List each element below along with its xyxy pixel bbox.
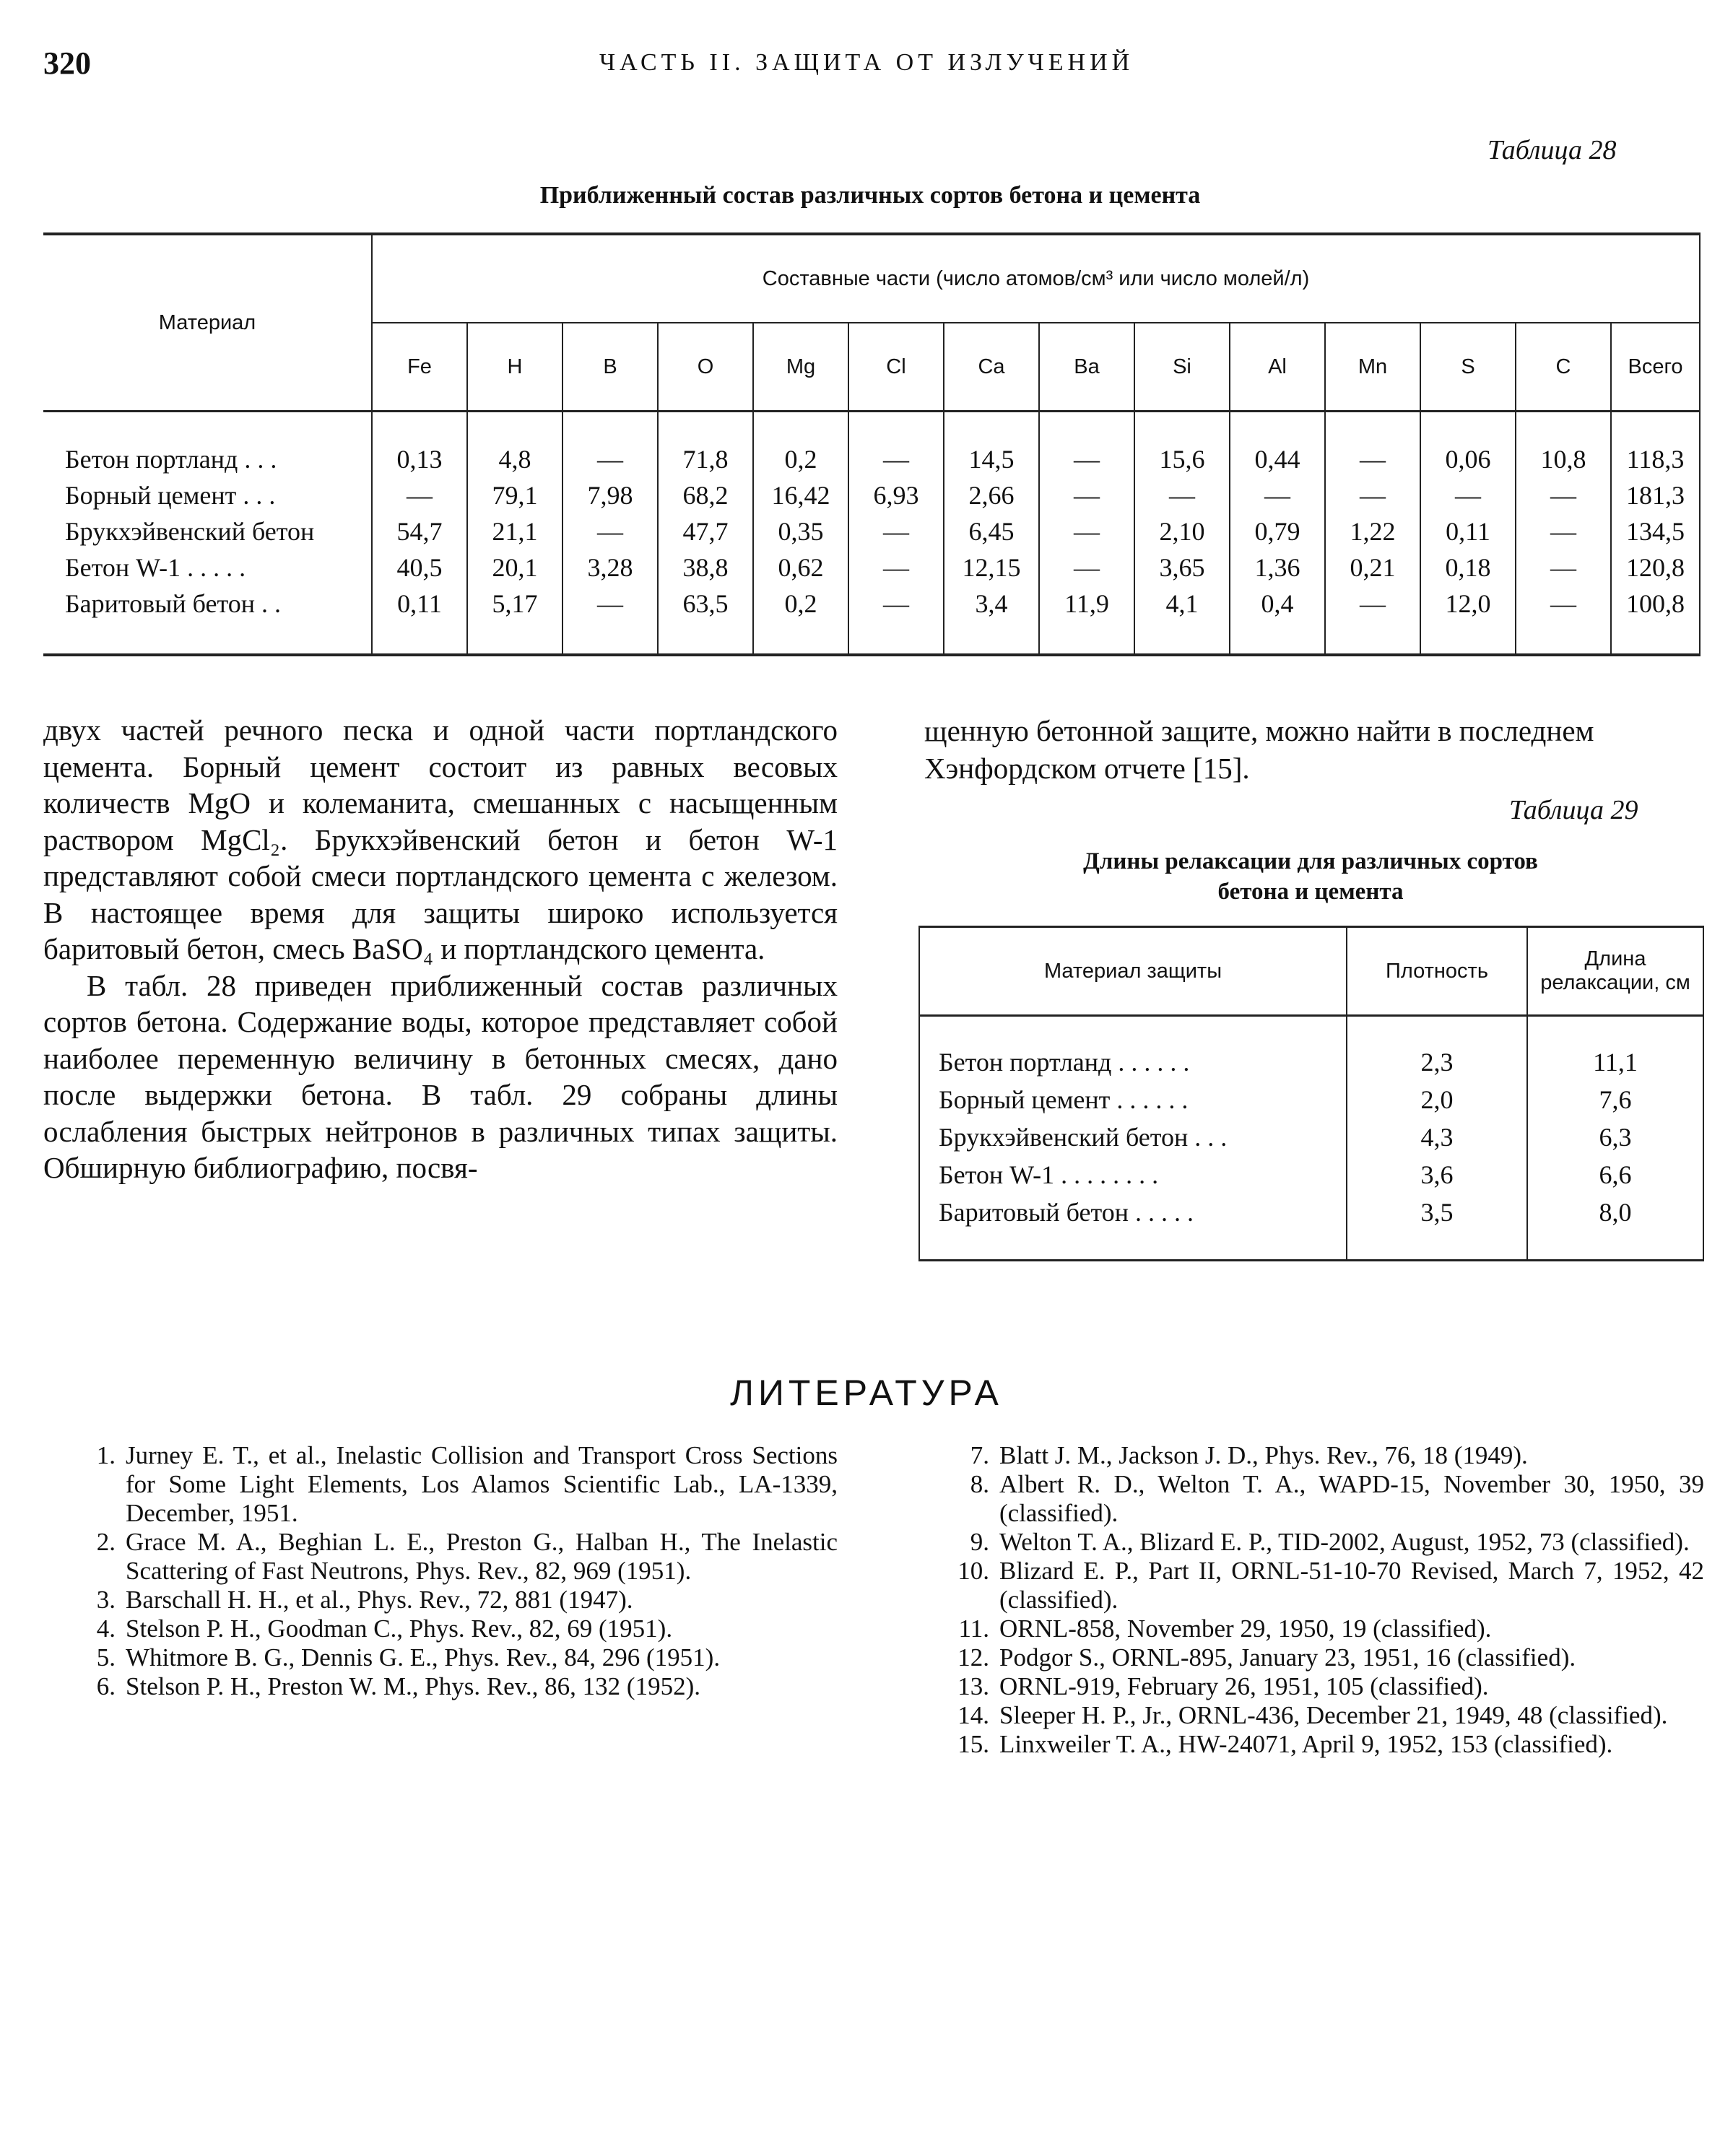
reference-number: 7. bbox=[970, 1441, 989, 1469]
reference-item bbox=[939, 1470, 1704, 1528]
table-29-length-cell: 11,1 bbox=[1527, 1016, 1703, 1082]
literature-title: ЛИТЕРАТУРА bbox=[730, 1373, 1003, 1413]
table-28-value-cell: — bbox=[848, 549, 944, 586]
reference-text: Podgor S., ORNL-895, January 23, 1951, 16 (classified). bbox=[999, 1643, 1576, 1672]
reference-item bbox=[939, 1528, 1704, 1557]
table-29 bbox=[918, 926, 1704, 1261]
reference-text: Albert R. D., Welton T. A., WAPD-15, November 30, 1950, 39 (classified). bbox=[999, 1470, 1704, 1527]
table-row bbox=[43, 549, 1700, 586]
table-28-material-cell: Бетон W-1 . . . . . bbox=[65, 553, 246, 582]
body-text-right: щенную бетонной защите, можно найти в последнем Хэнфордском отчете [15]. bbox=[924, 714, 1594, 785]
table-29-col-length: Длина релаксации, см bbox=[1527, 927, 1703, 1016]
reference-number: 11. bbox=[958, 1614, 989, 1643]
table-29-material-cell: Борный цемент . . . . . . bbox=[919, 1081, 1347, 1118]
table-28-value-cell: 120,8 bbox=[1611, 549, 1700, 586]
table-28-value-cell: — bbox=[848, 513, 944, 549]
table-28-value-cell: 3,28 bbox=[563, 549, 658, 586]
table-28-material-header: Материал bbox=[43, 234, 372, 412]
table-28-value-cell: — bbox=[1039, 412, 1134, 478]
reference-item bbox=[65, 1441, 838, 1528]
reference-number: 13. bbox=[957, 1672, 989, 1700]
table-29-title bbox=[917, 846, 1704, 907]
table-28-value-cell: 54,7 bbox=[372, 513, 467, 549]
table-28-value-cell: — bbox=[1039, 549, 1134, 586]
paragraph: двух частей речного песка и одной части портландского цемента. Борный цемент состоит из равных весовых количеств MgO и колеманита, смешанных с насыщенным раствором MgCl₂. Брукхэйвенский бетон и бетон W-1 представляют собой смеси портландского цемента с железом. В настоящее время для защиты широко используется баритовый бетон, смесь BaSO₄ и портландского цемента. bbox=[43, 713, 838, 965]
table-28-value-cell: — bbox=[848, 412, 944, 478]
table-28-value-cell: 0,2 bbox=[753, 586, 848, 655]
reference-text: Jurney E. T., et al., Inelastic Collision and Transport Cross Sections for Some Light Elements, Los Alamos Scientific Lab., LA-1339, December, 1951. bbox=[126, 1441, 838, 1527]
table-28-column-header: O bbox=[658, 323, 753, 412]
table-29-label: Таблица 29 bbox=[1509, 795, 1638, 825]
table-28-value-cell: 4,8 bbox=[467, 412, 563, 478]
reference-item bbox=[939, 1701, 1704, 1730]
reference-text: Barschall H. H., et al., Phys. Rev., 72, 881 (1947). bbox=[126, 1586, 633, 1614]
reference-item bbox=[65, 1614, 838, 1643]
reference-item bbox=[65, 1672, 838, 1701]
table-29-density-cell: 4,3 bbox=[1347, 1118, 1527, 1156]
reference-item bbox=[65, 1528, 838, 1586]
table-28-value-cell: 2,66 bbox=[944, 477, 1039, 513]
reference-text: Whitmore B. G., Dennis G. E., Phys. Rev., 84, 296 (1951). bbox=[126, 1643, 721, 1672]
table-28-material-cell: Брукхэйвенский бетон bbox=[65, 517, 315, 546]
table-28-value-cell: 0,21 bbox=[1325, 549, 1420, 586]
table-28-value-cell: 1,36 bbox=[1230, 549, 1325, 586]
table-28-value-cell: 40,5 bbox=[372, 549, 467, 586]
table-28-value-cell: 71,8 bbox=[658, 412, 753, 478]
table-28-material-cell: Бетон портланд . . . bbox=[65, 445, 277, 474]
table-row bbox=[919, 1156, 1703, 1194]
table-28-value-cell: — bbox=[1516, 549, 1611, 586]
table-28-value-cell: — bbox=[1325, 412, 1420, 478]
table-row bbox=[43, 586, 1700, 655]
reference-item bbox=[939, 1441, 1704, 1470]
reference-number: 5. bbox=[96, 1643, 116, 1672]
reference-number: 12. bbox=[957, 1643, 989, 1672]
table-28-column-header: Всего bbox=[1611, 323, 1700, 412]
table-28-value-cell: 0,11 bbox=[372, 586, 467, 655]
table-28-value-cell: 2,10 bbox=[1134, 513, 1230, 549]
table-28-value-cell: 10,8 bbox=[1516, 412, 1611, 478]
table-28-value-cell: — bbox=[1516, 477, 1611, 513]
reference-text: ORNL-919, February 26, 1951, 105 (classified). bbox=[999, 1672, 1489, 1700]
table-28-value-cell: 6,93 bbox=[848, 477, 944, 513]
table-29-length-cell: 8,0 bbox=[1527, 1194, 1703, 1261]
reference-text: Stelson P. H., Preston W. M., Phys. Rev., 86, 132 (1952). bbox=[126, 1672, 700, 1700]
table-29-density-cell: 2,3 bbox=[1347, 1016, 1527, 1082]
table-28-group-header: Составные части (число атомов/см³ или число молей/л) bbox=[372, 234, 1700, 323]
table-28-value-cell: 15,6 bbox=[1134, 412, 1230, 478]
table-28-value-cell: 6,45 bbox=[944, 513, 1039, 549]
table-28-value-cell: 0,06 bbox=[1420, 412, 1516, 478]
table-28-value-cell: 21,1 bbox=[467, 513, 563, 549]
table-28-value-cell: — bbox=[1516, 586, 1611, 655]
table-28-value-cell: — bbox=[563, 412, 658, 478]
reference-item bbox=[65, 1643, 838, 1672]
reference-item bbox=[939, 1557, 1704, 1614]
table-28-column-header: Mn bbox=[1325, 323, 1420, 412]
table-29-col-material: Материал защиты bbox=[919, 927, 1347, 1016]
table-28-value-cell: — bbox=[1039, 513, 1134, 549]
table-28-value-cell: — bbox=[1516, 513, 1611, 549]
table-29-col-density: Плотность bbox=[1347, 927, 1527, 1016]
table-28-column-header: S bbox=[1420, 323, 1516, 412]
table-28-column-header: Al bbox=[1230, 323, 1325, 412]
reference-number: 14. bbox=[957, 1701, 989, 1729]
table-row bbox=[43, 412, 1700, 478]
table-28-column-header: H bbox=[467, 323, 563, 412]
table-28-column-header: Ca bbox=[944, 323, 1039, 412]
reference-number: 3. bbox=[96, 1586, 116, 1614]
table-28 bbox=[43, 232, 1701, 656]
reference-number: 10. bbox=[957, 1557, 989, 1585]
table-row bbox=[43, 477, 1700, 513]
page-number: 320 bbox=[43, 45, 91, 81]
reference-text: Linxweiler T. A., HW-24071, April 9, 1952, 153 (classified). bbox=[999, 1730, 1613, 1758]
table-29-length-cell: 6,6 bbox=[1527, 1156, 1703, 1194]
table-28-material-cell: Баритовый бетон . . bbox=[43, 586, 372, 655]
paragraph: В табл. 28 приведен приближенный состав различных сортов бетона. Содержание воды, которое представляет собой наиболее переменную величину в бетонных смесях, дано после выдержки бетона. В табл. 29 собраны длины ослабления быстрых нейтронов в различных типах защиты. Обширную библиографию, посвя- bbox=[43, 968, 838, 1184]
table-28-value-cell: 5,17 bbox=[467, 586, 563, 655]
table-28-value-cell: — bbox=[1134, 477, 1230, 513]
table-28-column-header: C bbox=[1516, 323, 1611, 412]
reference-item bbox=[939, 1643, 1704, 1672]
table-28-value-cell: — bbox=[1325, 586, 1420, 655]
table-28-title: Приближенный состав различных сортов бетона и цемента bbox=[539, 182, 1201, 209]
reference-number: 6. bbox=[96, 1672, 116, 1700]
table-29-material-cell: Бетон портланд . . . . . . bbox=[919, 1016, 1347, 1082]
table-29-material-cell: Брукхэйвенский бетон . . . bbox=[919, 1118, 1347, 1156]
table-28-value-cell: 118,3 bbox=[1611, 412, 1700, 478]
reference-text: Grace M. A., Beghian L. E., Preston G., Halban H., The Inelastic Scattering of Fast Neutrons, Phys. Rev., 82, 969 (1951). bbox=[126, 1528, 838, 1585]
table-28-value-cell: 63,5 bbox=[658, 586, 753, 655]
table-28-column-header: B bbox=[563, 323, 658, 412]
table-28-value-cell: 68,2 bbox=[658, 477, 753, 513]
table-29-density-cell: 2,0 bbox=[1347, 1081, 1527, 1118]
table-28-value-cell: — bbox=[563, 586, 658, 655]
table-28-value-cell: 100,8 bbox=[1611, 586, 1700, 655]
table-28-value-cell: 0,62 bbox=[753, 549, 848, 586]
table-28-column-header: Cl bbox=[848, 323, 944, 412]
table-28-material-cell: Борный цемент . . . bbox=[65, 481, 276, 510]
reference-number: 4. bbox=[96, 1614, 116, 1643]
table-row bbox=[919, 1016, 1703, 1082]
table-28-value-cell: 0,44 bbox=[1230, 412, 1325, 478]
table-28-value-cell: — bbox=[848, 586, 944, 655]
table-29-title-line: бетона и цемента bbox=[1217, 879, 1404, 905]
table-28-value-cell: 0,13 bbox=[372, 412, 467, 478]
references-right-column bbox=[939, 1441, 1704, 1759]
reference-item bbox=[939, 1672, 1704, 1701]
table-28-value-cell: 12,15 bbox=[944, 549, 1039, 586]
table-28-column-header: Mg bbox=[753, 323, 848, 412]
reference-text: Blizard E. P., Part II, ORNL-51-10-70 Revised, March 7, 1952, 42 (classified). bbox=[999, 1557, 1704, 1614]
table-28-label: Таблица 28 bbox=[1487, 135, 1617, 165]
references-left-column bbox=[65, 1441, 838, 1701]
page-header bbox=[43, 45, 1697, 88]
running-head: ЧАСТЬ II. ЗАЩИТА ОТ ИЗЛУЧЕНИЙ bbox=[599, 49, 1134, 76]
reference-item bbox=[65, 1586, 838, 1614]
table-28-value-cell: — bbox=[1230, 477, 1325, 513]
reference-item bbox=[939, 1614, 1704, 1643]
table-28-column-header: Si bbox=[1134, 323, 1230, 412]
table-28-value-cell: 47,7 bbox=[658, 513, 753, 549]
table-28-value-cell: 0,11 bbox=[1420, 513, 1516, 549]
reference-text: Sleeper H. P., Jr., ORNL-436, December 21, 1949, 48 (classified). bbox=[999, 1701, 1668, 1729]
reference-number: 1. bbox=[96, 1441, 116, 1469]
table-row bbox=[919, 1118, 1703, 1156]
reference-number: 9. bbox=[970, 1528, 989, 1556]
table-28-value-cell: 4,1 bbox=[1134, 586, 1230, 655]
table-28-value-cell: 14,5 bbox=[944, 412, 1039, 478]
table-28-value-cell: 20,1 bbox=[467, 549, 563, 586]
table-29-material-cell: Бетон W-1 . . . . . . . . bbox=[919, 1156, 1347, 1194]
table-28-value-cell: 7,98 bbox=[563, 477, 658, 513]
table-29-material-cell: Баритовый бетон . . . . . bbox=[919, 1194, 1347, 1261]
table-29-length-cell: 6,3 bbox=[1527, 1118, 1703, 1156]
reference-text: Stelson P. H., Goodman C., Phys. Rev., 82, 69 (1951). bbox=[126, 1614, 673, 1643]
table-28-value-cell: 11,9 bbox=[1039, 586, 1134, 655]
table-28-value-cell: — bbox=[563, 513, 658, 549]
reference-number: 8. bbox=[970, 1470, 989, 1498]
table-28-value-cell: 1,22 bbox=[1325, 513, 1420, 549]
table-28-value-cell: 16,42 bbox=[753, 477, 848, 513]
table-29-title-line: Длины релаксации для различных сортов bbox=[1083, 848, 1538, 874]
table-row bbox=[43, 513, 1700, 549]
table-28-value-cell: — bbox=[1039, 477, 1134, 513]
table-28-value-cell: 3,65 bbox=[1134, 549, 1230, 586]
reference-text: ORNL-858, November 29, 1950, 19 (classified). bbox=[999, 1614, 1492, 1643]
reference-item bbox=[939, 1730, 1704, 1759]
table-28-column-header: Ba bbox=[1039, 323, 1134, 412]
table-28-column-header: Fe bbox=[372, 323, 467, 412]
table-28-value-cell: 0,35 bbox=[753, 513, 848, 549]
table-29-density-cell: 3,6 bbox=[1347, 1156, 1527, 1194]
table-28-value-cell: 134,5 bbox=[1611, 513, 1700, 549]
table-28-value-cell: — bbox=[1420, 477, 1516, 513]
table-29-density-cell: 3,5 bbox=[1347, 1194, 1527, 1261]
reference-number: 2. bbox=[96, 1528, 116, 1556]
table-28-value-cell: 0,79 bbox=[1230, 513, 1325, 549]
table-28-value-cell: 0,2 bbox=[753, 412, 848, 478]
reference-text: Welton T. A., Blizard E. P., TID-2002, August, 1952, 73 (classified). bbox=[999, 1528, 1690, 1556]
table-28-value-cell: — bbox=[1325, 477, 1420, 513]
table-28-value-cell: 0,18 bbox=[1420, 549, 1516, 586]
table-row bbox=[919, 1194, 1703, 1261]
reference-text: Blatt J. M., Jackson J. D., Phys. Rev., 76, 18 (1949). bbox=[999, 1441, 1528, 1469]
table-28-value-cell: 181,3 bbox=[1611, 477, 1700, 513]
table-28-value-cell: 0,4 bbox=[1230, 586, 1325, 655]
table-28-value-cell: 38,8 bbox=[658, 549, 753, 586]
body-text-left bbox=[43, 712, 838, 1186]
table-row bbox=[919, 1081, 1703, 1118]
table-28-value-cell: — bbox=[372, 477, 467, 513]
table-28-value-cell: 79,1 bbox=[467, 477, 563, 513]
table-28-value-cell: 3,4 bbox=[944, 586, 1039, 655]
table-28-value-cell: 12,0 bbox=[1420, 586, 1516, 655]
table-29-length-cell: 7,6 bbox=[1527, 1081, 1703, 1118]
reference-number: 15. bbox=[957, 1730, 989, 1758]
